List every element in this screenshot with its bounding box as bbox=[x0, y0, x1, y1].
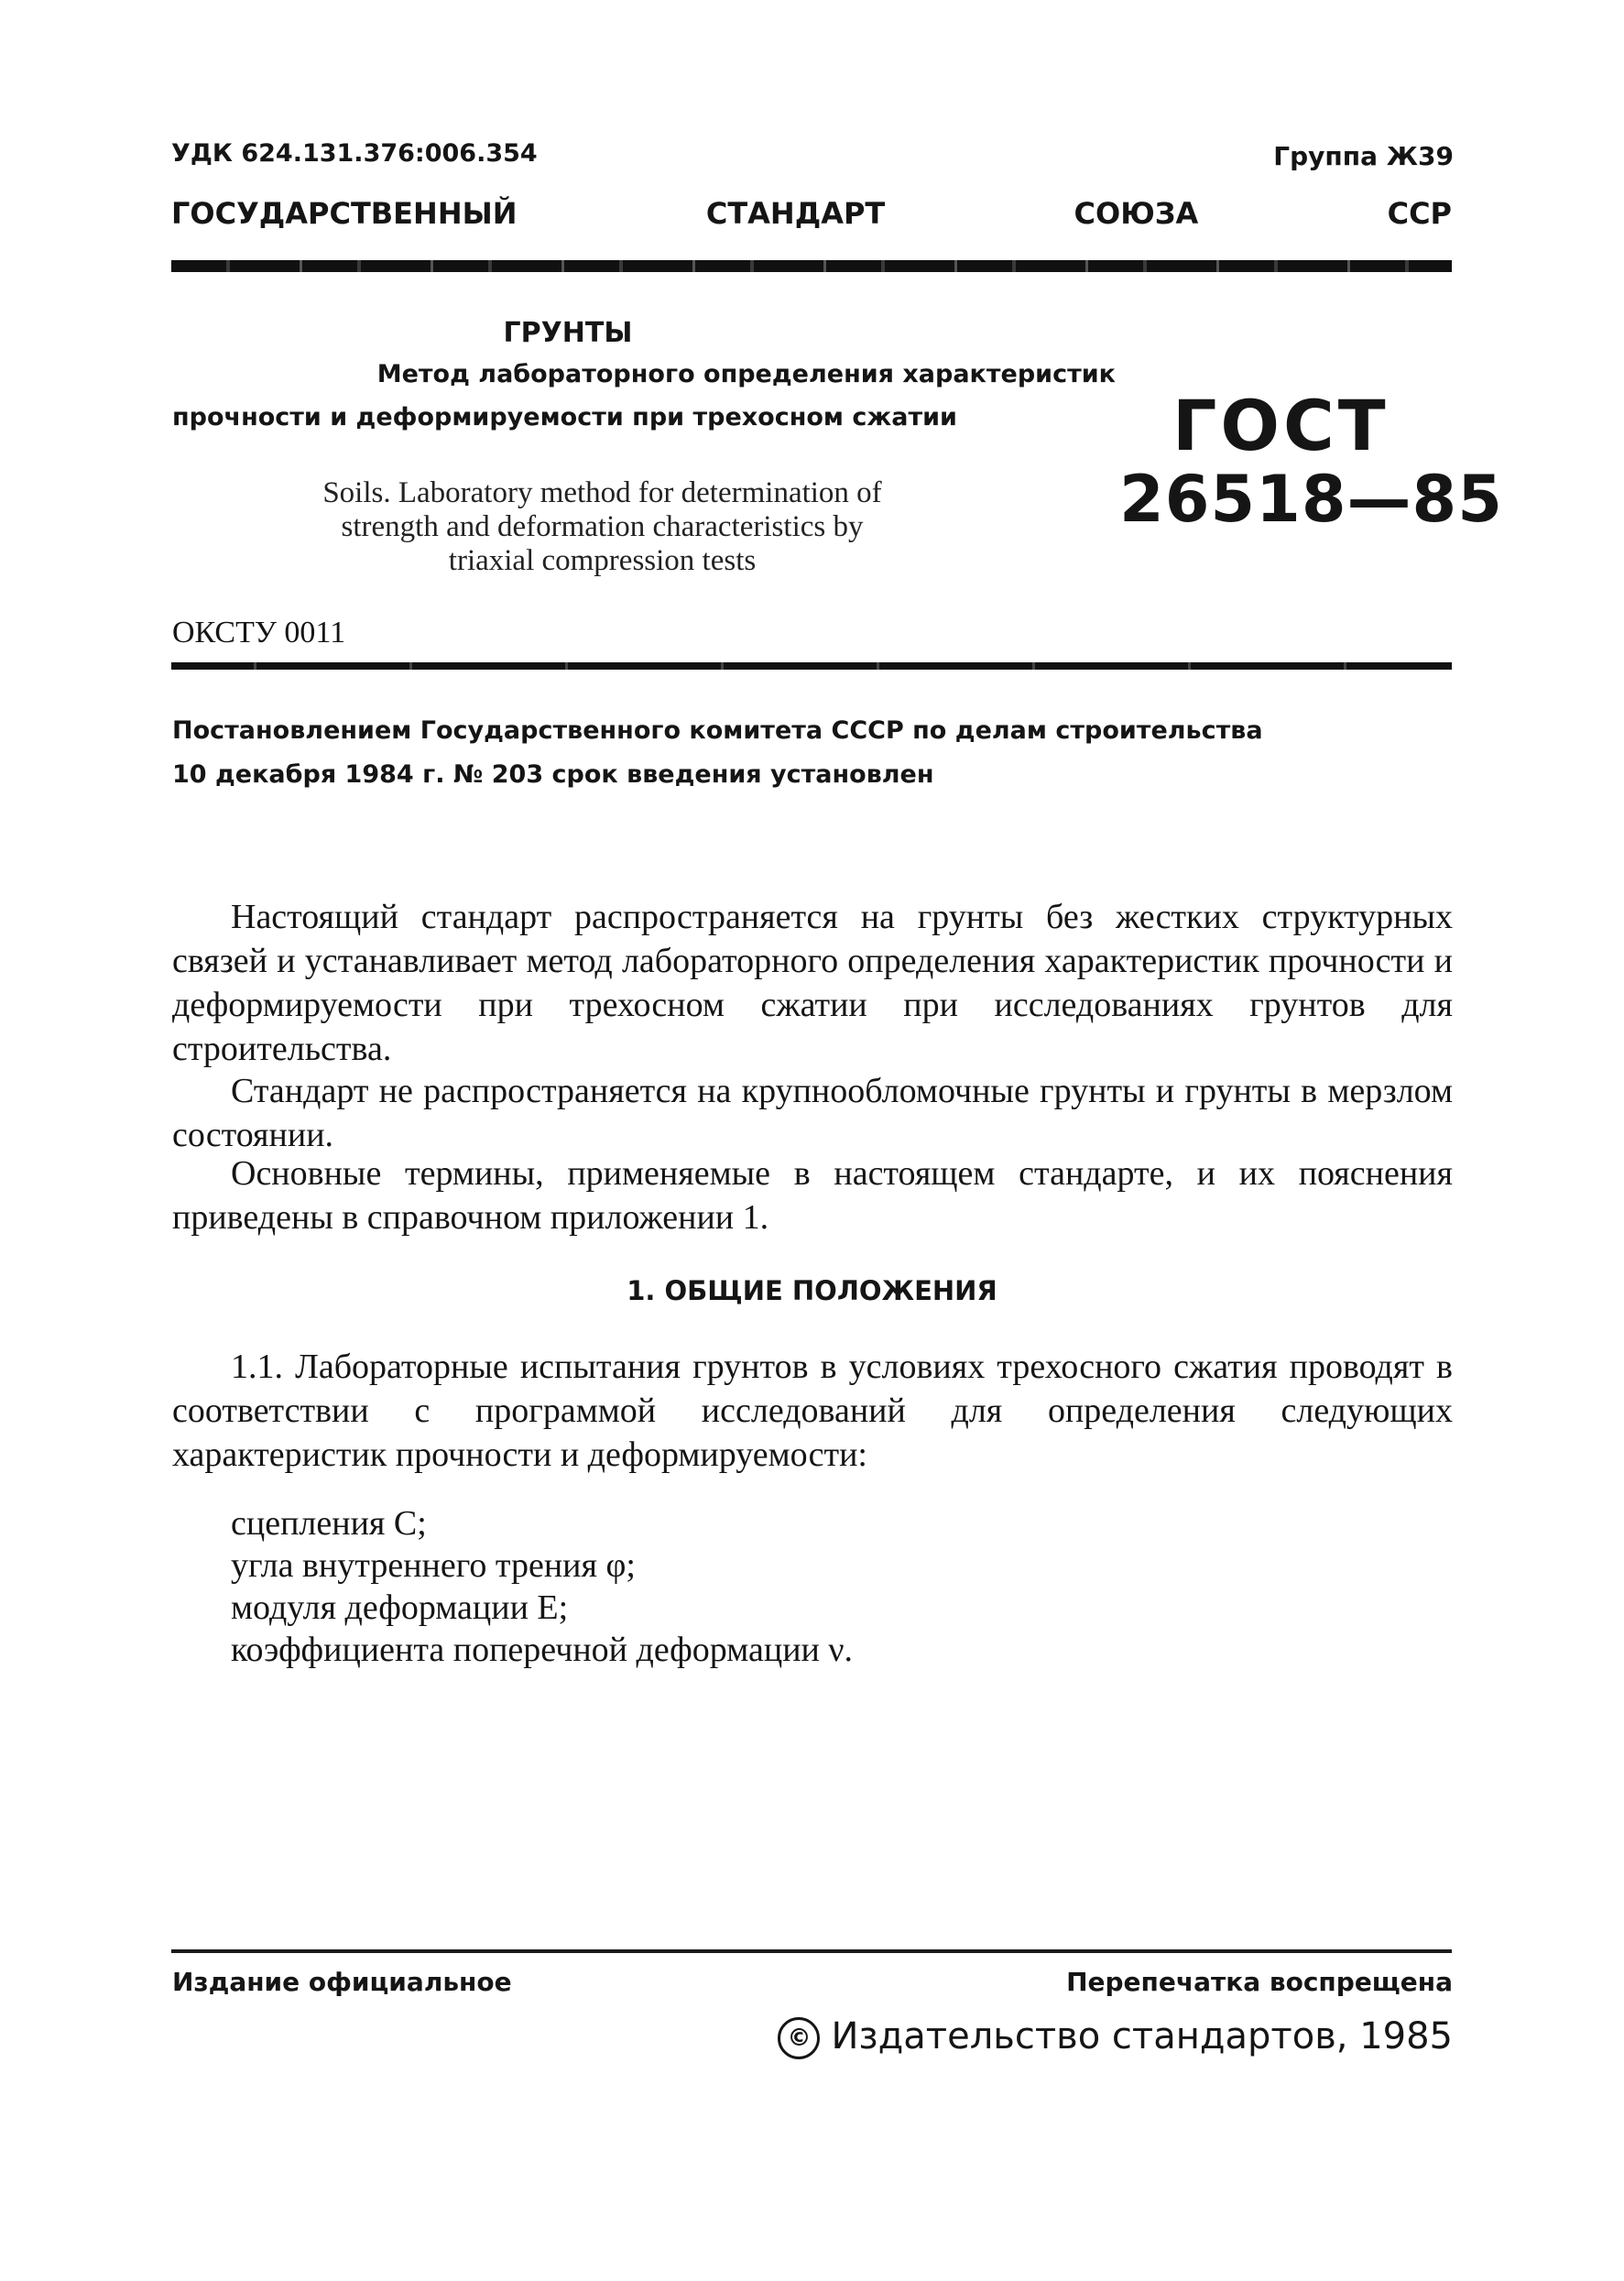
english-title-line-3: triaxial compression tests bbox=[448, 544, 757, 577]
udk-code: УДК 624.131.376:006.354 bbox=[171, 139, 538, 168]
header-rule bbox=[171, 260, 1452, 272]
gost-label: ГОСТ bbox=[1172, 385, 1390, 466]
state-standard-word-1: ГОСУДАРСТВЕННЫЙ bbox=[171, 196, 518, 231]
gost-number: 26518—85 bbox=[1119, 462, 1503, 537]
subtitle-line-1: Метод лабораторного определения характеристик bbox=[376, 360, 1116, 388]
okstu-code: ОКСТУ 0011 bbox=[172, 616, 346, 649]
edition-label: Издание официальное bbox=[172, 1967, 512, 1997]
reprint-notice: Перепечатка воспрещена bbox=[1066, 1967, 1453, 1997]
list-item: коэффициента поперечной деформации ν. bbox=[231, 1631, 854, 1669]
list-item: модуля деформации E; bbox=[231, 1588, 569, 1627]
english-title-line-2: strength and deformation characteristics by bbox=[341, 510, 864, 543]
decree-line-1: Постановлением Государственного комитета СССР по делам строительства bbox=[172, 716, 1263, 745]
copyright-icon: © bbox=[778, 2017, 820, 2059]
state-standard-heading bbox=[171, 196, 1452, 231]
clause-1-1-paragraph: 1.1. Лабораторные испытания грунтов в условиях трехосного сжатия проводят в соответствии с программой исследований для определения следующих характеристик прочности и деформируемости: bbox=[172, 1348, 1453, 1474]
english-title-line-1: Soils. Laboratory method for determination of bbox=[322, 476, 882, 509]
list-item: сцепления C; bbox=[231, 1504, 427, 1543]
group-code: Группа Ж39 bbox=[1273, 141, 1454, 171]
publisher-line bbox=[778, 2015, 1453, 2059]
section-heading: 1. ОБЩИЕ ПОЛОЖЕНИЯ bbox=[627, 1275, 997, 1306]
subtitle-line-2: прочности и деформируемости при трехосном сжатии bbox=[172, 403, 957, 431]
intro-paragraph: Настоящий стандарт распространяется на грунты без жестких структурных связей и устанавливает метод лабораторного определения характеристик прочности и деформируемости при трехосном сжатии при исследованиях грунтов для строительства. bbox=[172, 898, 1453, 1068]
list-item: угла внутреннего трения φ; bbox=[231, 1546, 636, 1585]
terms-paragraph: Основные термины, применяемые в настоящем стандарте, и их пояснения приведены в справочном приложении 1. bbox=[172, 1154, 1453, 1237]
document-title: ГРУНТЫ bbox=[503, 317, 633, 349]
scope-exclusion-paragraph: Стандарт не распространяется на крупнообломочные грунты и грунты в мерзлом состоянии. bbox=[172, 1072, 1453, 1154]
okstu-rule bbox=[171, 662, 1452, 670]
state-standard-word-2: СТАНДАРТ bbox=[705, 196, 886, 231]
decree-line-2: 10 декабря 1984 г. № 203 срок введения установлен bbox=[172, 760, 934, 789]
publisher-name: Издательство стандартов, 1985 bbox=[831, 2015, 1453, 2057]
footer-rule bbox=[171, 1949, 1452, 1953]
state-standard-word-3: СОЮЗА bbox=[1074, 196, 1199, 231]
state-standard-word-4: ССР bbox=[1387, 196, 1452, 231]
